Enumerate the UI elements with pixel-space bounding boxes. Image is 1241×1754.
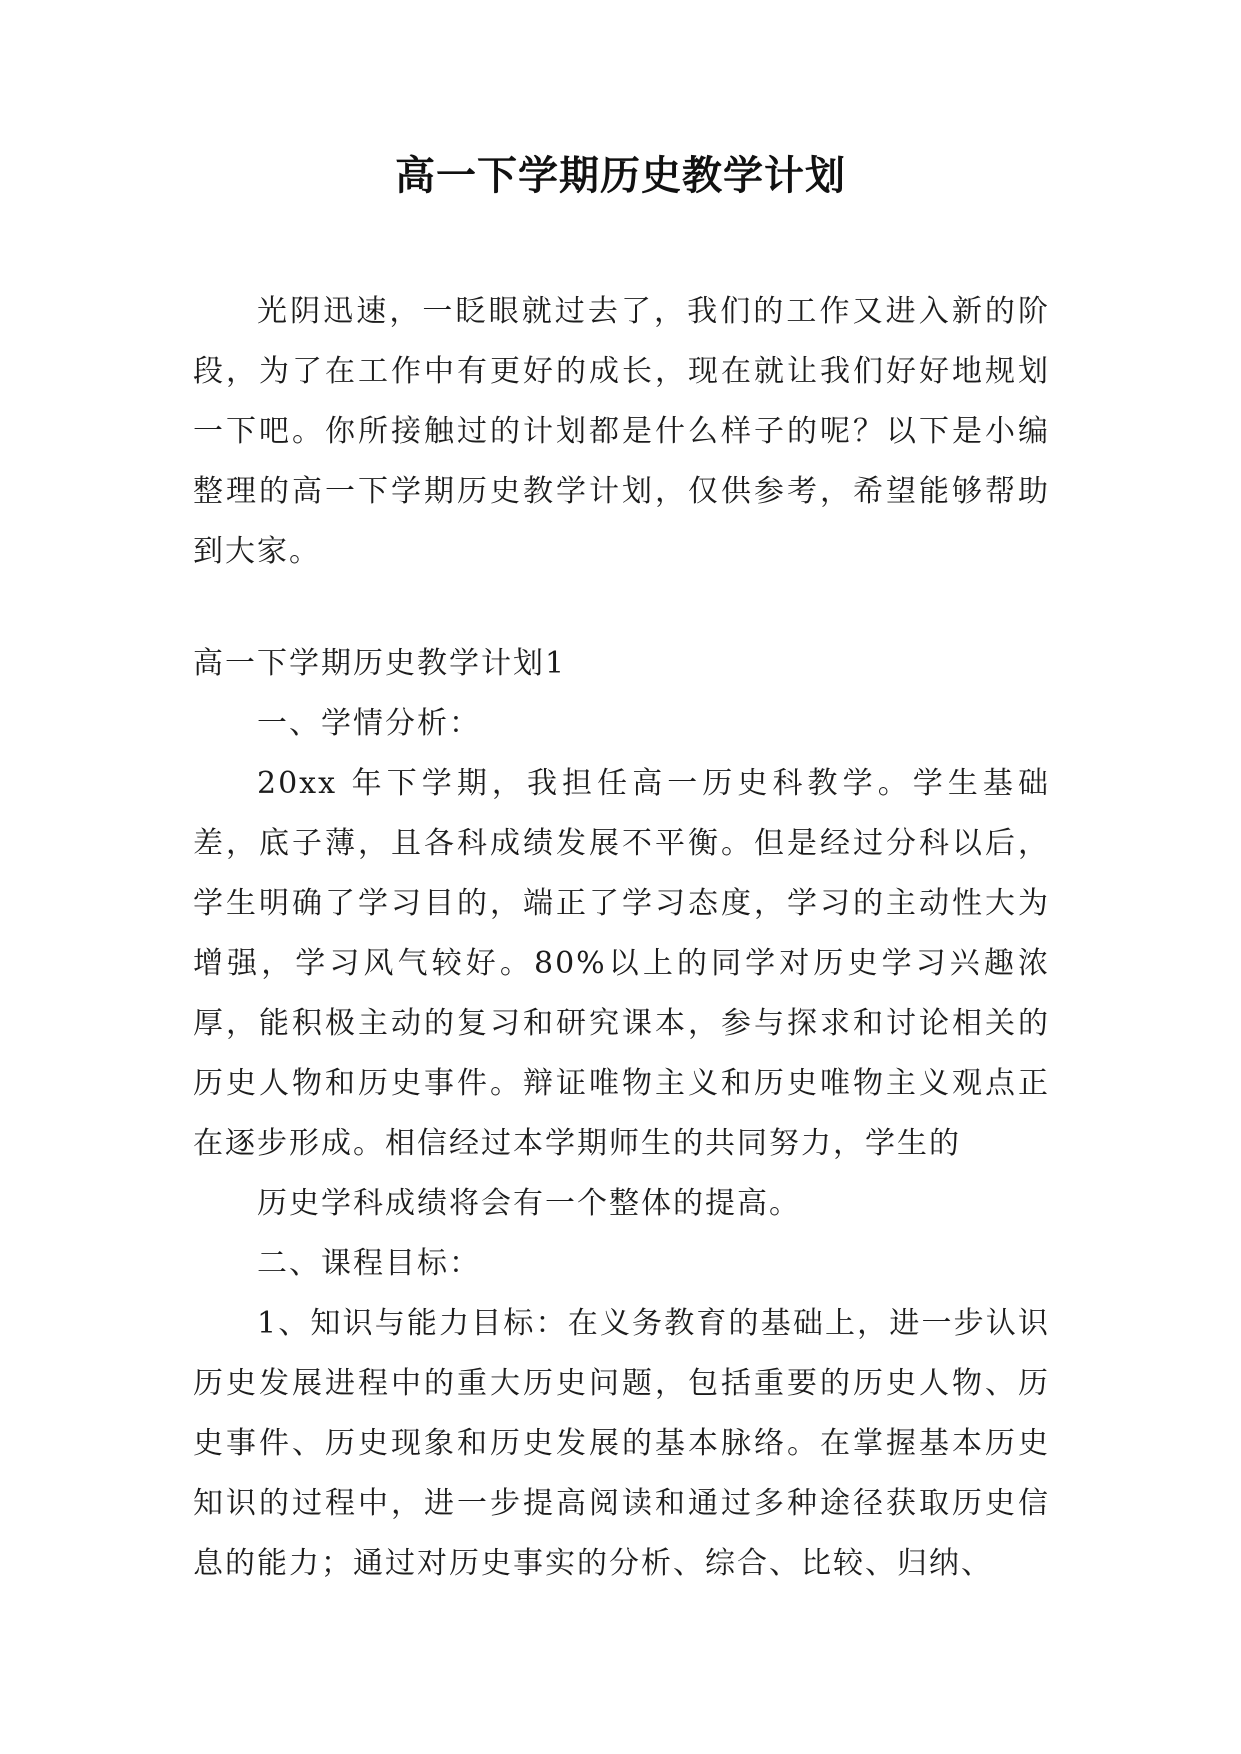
part1-paragraph: 20xx 年下学期，我担任高一历史科教学。学生基础差，底子薄，且各科成绩发展不平衡。但是经过分科以后，学生明确了学习目的，端正了学习态度，学习的主动性大为增强，学习风气较好。80%以上的同学对历史学习兴趣浓厚，能积极主动的复习和研究课本，参与探求和讨论相关的历史人物和历史事件。辩证唯物主义和历史唯物主义观点正在逐步形成。相信经过本学期师生的共同努力，学生的 <box>193 766 1050 1161</box>
section-heading: 高一下学期历史教学计划1 <box>193 646 567 681</box>
document-title: 高一下学期历史教学计划 <box>395 153 846 199</box>
intro-paragraph: 光阴迅速，一眨眼就过去了，我们的工作又进入新的阶段，为了在工作中有更好的成长，现在就让我们好好地规划一下吧。你所接触过的计划都是什么样子的呢？以下是小编整理的高一下学期历史教学计划，仅供参考，希望能够帮助到大家。 <box>193 294 1050 569</box>
section-block <box>193 634 1050 1594</box>
part2-paragraph: 1、知识与能力目标：在义务教育的基础上，进一步认识历史发展进程中的重大历史问题，包括重要的历史人物、历史事件、历史现象和历史发展的基本脉络。在掌握基本历史知识的过程中，进一步提高阅读和通过多种途径获取历史信息的能力；通过对历史事实的分析、综合、比较、归纳、 <box>193 1306 1050 1581</box>
part2-heading: 二、课程目标： <box>257 1246 481 1281</box>
intro-block <box>193 282 1050 582</box>
part1-heading: 一、学情分析： <box>257 706 481 741</box>
part1-continued-paragraph: 历史学科成绩将会有一个整体的提高。 <box>257 1186 801 1221</box>
